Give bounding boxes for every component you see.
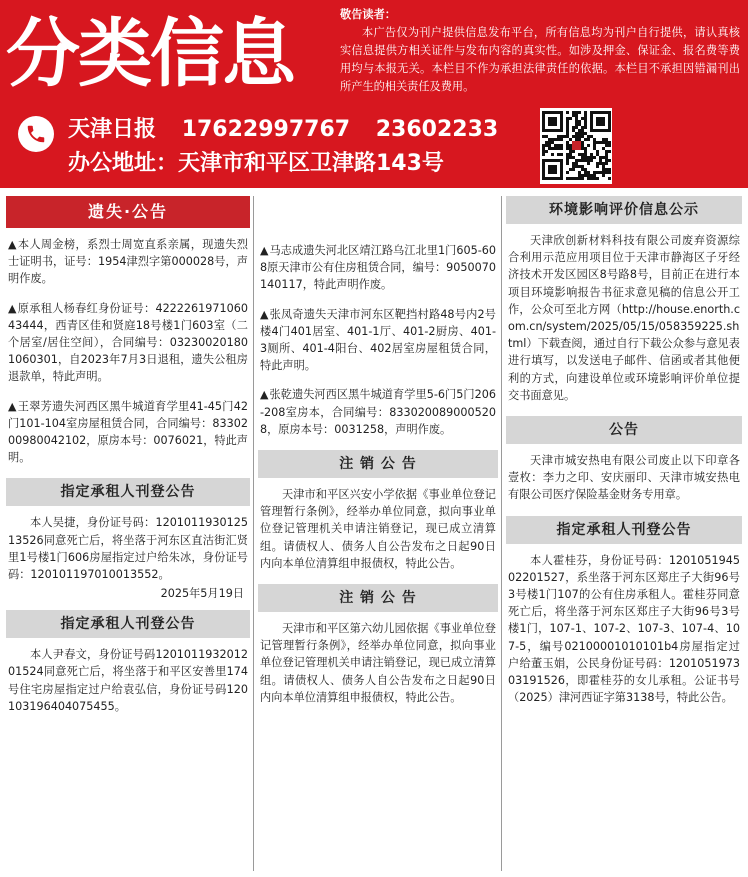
section-title-lost: 遗失·公告 <box>6 196 250 228</box>
section-title-env: 环境影响评价信息公示 <box>506 196 742 224</box>
section-title-tenant-1: 指定承租人刊登公告 <box>6 478 250 506</box>
phone-number-2[interactable]: 23602233 <box>375 117 499 142</box>
contact-line <box>68 114 516 146</box>
column-3 <box>506 196 742 873</box>
section-title-cancel-1: 注 销 公 告 <box>258 450 498 478</box>
column-divider <box>253 196 254 871</box>
section-title-notice: 公告 <box>506 416 742 444</box>
seal-void-notice: 天津市城安热电有限公司废止以下印章各壹枚：李力之印、安庆丽印、天津市城安热电有限公司医疗保险基金财务专用章。 <box>508 454 740 502</box>
lost-notice-4: ▲马志成遗失河北区靖江路乌江北里1门605-608原天津市公有住房租赁合同，编号：9050070140117，特此声明作废。 <box>260 244 496 292</box>
qr-code[interactable] <box>540 108 612 184</box>
qr-code-icon <box>541 109 611 183</box>
tenant-notice-2: 本人尹春文，身份证号码120101193201201524同意死亡后，将坐落于和平区安善里174号住宅房屋指定过户给袁弘信，身份证号码120103196404075455。 <box>8 648 248 713</box>
header-banner <box>0 0 748 188</box>
notice-body: 本广告仅为刊户提供信息发布平台，所有信息均为刊户自行提供，请认真核实信息提供方相关证件与发布内容的真实性。如涉及押金、保证金、报名费等费用均与本报无关。本栏目不作为承担法律责任的依据。本栏目不承担因错漏刊出所产生的相关责任及费用。 <box>340 26 740 93</box>
section-title-tenant-2: 指定承租人刊登公告 <box>6 610 250 638</box>
lost-notice-3: ▲王翠芳遗失河西区黑牛城道育学里41-45门42门101-104室房屋租赁合同，合同编号：8330200980042102，原房本号：0076021，特此声明。 <box>8 399 248 465</box>
section-title-tenant-3: 指定承租人刊登公告 <box>506 516 742 544</box>
lost-notice-2: ▲原承租人杨春红身份证号：422226197106043444，西青区佳和贤庭18号楼1门603室（二个居室/居住空间），合同编号：032300201801060301，自2023年7月3日退租，遗失公租房退款单，特此声明。 <box>8 301 248 384</box>
phone-number-1[interactable]: 17622997767 <box>181 117 351 142</box>
paper-name: 天津日报 <box>68 117 157 142</box>
cancel-notice-2: 天津市和平区第六幼儿园依据《事业单位登记管理暂行条例》，经举办单位同意，拟向事业单位登记管理机关申请注销登记，现已成立清算组。请债权人、债务人自公告发布之日起90日内向本单位清算组申报债权，特此公告。 <box>260 622 496 704</box>
reader-notice <box>340 6 740 96</box>
office-address: 办公地址：天津市和平区卫津路143号 <box>68 151 444 176</box>
column-1 <box>6 196 250 873</box>
page-title: 分类信息 <box>6 11 294 97</box>
column-divider <box>501 196 502 871</box>
tenant-notice-1-date: 2025年5月19日 <box>160 587 244 601</box>
tenant-notice-3: 本人霍桂芬，身份证号码：120105194502201527，系坐落于河东区郑庄子大街96号3号楼1门107的公有住房承租人。霍桂芬同意死亡后，将坐落于河东区郑庄子大街96号3号楼1门，107-1、107-2、107-3、107-4、107-5，编号02100001010101b4房屋指定过户给董玉娟，公民身份证号码：120105197303191526，即霍桂芬的女儿承租。公证书号（2025）津河西证字第3138号，特此公告。 <box>508 553 740 705</box>
tenant-notice-1: 本人吴捷，身份证号码：120101193012513526同意死亡后，将坐落于河东区直沽街汇贤里1号楼1门606房屋指定过户给朱冰，身份证号码：120101197010013552。 <box>8 516 248 582</box>
lost-notice-6: ▲张乾遗失河西区黑牛城道育学里5-6门5门206-208室房本，合同编号：8330200890005208，原房本号：0031258，声明作废。 <box>260 388 497 436</box>
notice-title: 敬告读者： <box>340 8 396 21</box>
phone-icon <box>18 116 54 152</box>
lost-notice-5: ▲张凤奇遗失天津市河东区靶挡村路48号内2号楼4门401居室、401-1厅、401-2厨房、401-3厕所、401-4阳台、402居室房屋租赁合同，特此声明。 <box>260 307 496 373</box>
section-title-cancel-2: 注 销 公 告 <box>258 584 498 612</box>
cancel-notice-1: 天津市和平区兴安小学依据《事业单位登记管理暂行条例》，经举办单位同意，拟向事业单位登记管理机关申请注销登记，现已成立清算组。请债权人、债务人自公告发布之日起90日内向本单位清算组申报债权，特此公告。 <box>260 488 496 570</box>
lost-notice-1: ▲本人周金榜，系烈士周宽直系亲属，现遗失烈士证明书，证号：1954津烈字第000028号，声明作废。 <box>8 238 248 286</box>
column-2 <box>258 196 498 873</box>
env-notice: 天津欣创新材料科技有限公司废弃资源综合利用示范应用项目位于天津市静海区子牙经济技术开发区园区8号路8号，目前正在进行本项目环境影响报告书征求意见稿的信息公开工作，公众可至北方网（http://house.enorth.com.cn/system/2025/05/15/058359225.shtml）下载查阅，通过自行下载公众参与意见表进行填写，以发送电子邮件、信函或者其他便利的方式，向建设单位或环境影响评价单位提交书面意见。 <box>508 234 740 402</box>
